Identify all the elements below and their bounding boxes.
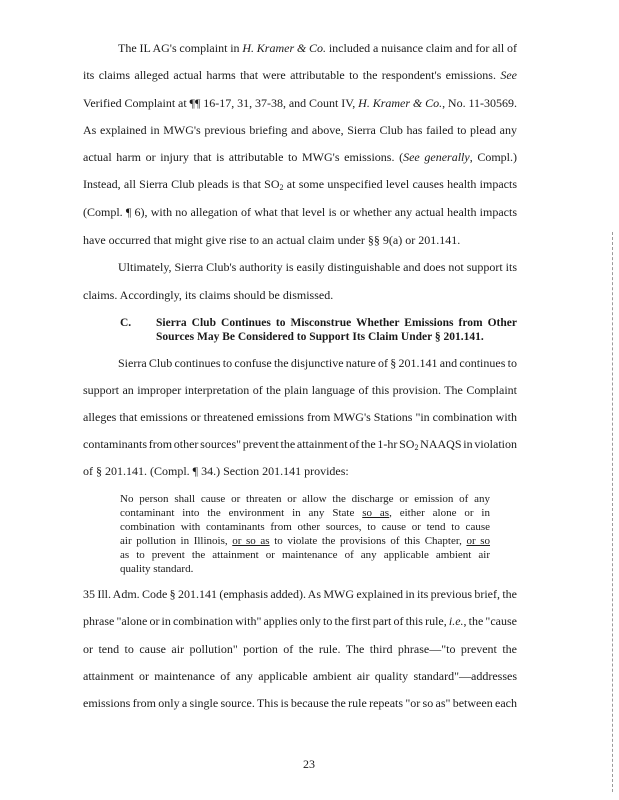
text-segment: to violate the provisions of this Chapter, [269,535,467,547]
text-segment: 35 Ill. Adm. Code § 201.141 (emphasis added). As MWG explained in its previous brief, the [83,587,517,601]
text-line [83,587,517,602]
text-segment: contaminant into the environment in any State [120,507,363,519]
text-segment: attainment or maintenance of any applicable ambient air quality standard"—addresses [83,669,517,683]
text-line [83,205,517,220]
text-segment: at some unspecified level causes health impacts [283,177,517,191]
text-line [83,614,517,629]
text-line [83,150,517,165]
block-quote-line [120,563,193,576]
text-segment: phrase "alone or in combination with" applies only to the first part of this rule, [83,614,449,628]
text-segment: emissions from only a single source. This is because the rule repeats "or so as" between each [83,696,517,710]
text-segment: The IL AG's complaint in [118,41,243,55]
text-segment: , Compl.) [469,150,518,164]
underlined-emphasis: or so as [232,535,270,547]
subscript: 2 [414,443,419,452]
text-segment: , No. 11-30569. [442,96,518,110]
text-line [83,383,517,398]
text-segment: , the "cause [463,614,517,628]
block-quote-line [120,535,490,548]
section-heading-line-1: Sierra Club Continues to Misconstrue Whether Emissions from Other [156,317,517,329]
italic-citation: H. Kramer & Co. [358,96,443,110]
text-line [83,288,333,303]
underlined-emphasis: or so [466,535,490,547]
scan-edge-marks [612,232,613,792]
text-segment: have occurred that might give rise to an actual claim under §§ 9(a) or 201.141. [83,233,461,247]
text-line [83,68,517,83]
text-line [83,464,349,479]
section-heading-line-2: Sources May Be Considered to Support Its Claim Under § 201.141. [156,331,484,343]
text-segment: Ultimately, Sierra Club's authority is easily distinguishable and does not support its [118,260,517,274]
italic-citation: See [500,68,517,82]
section-heading-letter: C. [120,317,132,329]
text-segment: support an improper interpretation of the plain language of this provision. The Complaint [83,383,517,397]
text-segment: contaminants from other sources" prevent the attainment of the 1-hr SO [83,437,415,451]
text-line [83,233,460,248]
text-segment: actual harm or injury that is attributable to MWG's emissions. ( [83,150,404,164]
italic-citation: H. Kramer & Co. [242,41,327,55]
text-line [83,410,517,425]
text-line [83,123,517,138]
text-line [83,177,517,192]
text-line [118,260,517,275]
text-segment: as to prevent the attainment or maintenance of any applicable ambient air [120,549,490,561]
block-quote-line [120,493,490,506]
block-quote-line [120,507,490,520]
text-line [118,41,517,56]
text-segment: claims. Accordingly, its claims should be dismissed. [83,288,334,302]
text-segment: air pollution in Illinois, [120,535,233,547]
italic-citation: See generally [403,150,470,164]
subscript: 2 [279,183,284,192]
block-quote-line [120,521,490,534]
text-segment: As explained in MWG's previous briefing and above, Sierra Club has failed to plead any [83,123,517,137]
text-segment: Sierra Club continues to confuse the disjunctive nature of § 201.141 and continues to [118,356,517,370]
text-segment: (Compl. ¶ 6), with no allegation of what that level is or whether any actual health impacts [83,205,517,219]
text-line [83,696,517,711]
text-line [118,356,517,371]
text-segment: Verified Complaint at ¶¶ 16-17, 31, 37-38, and Count IV, [83,96,359,110]
text-line [83,96,517,111]
text-segment: quality standard. [120,563,194,575]
text-line [83,437,517,452]
text-segment: or tend to cause air pollution" portion of the rule. The third phrase—"to prevent the [83,642,517,656]
text-segment: combination with contaminants from other sources, to cause or tend to cause [120,521,490,533]
block-quote-line [120,549,490,562]
text-segment: NAAQS in violation [418,437,517,451]
italic-citation: i.e. [448,614,464,628]
page-number: 23 [303,757,315,771]
text-segment: No person shall cause or threaten or allow the discharge or emission of any [120,493,490,505]
underlined-emphasis: so as [362,507,390,519]
text-line [83,642,517,657]
text-segment: its claims alleged actual harms that were attributable to the respondent's emissions. [83,68,501,82]
text-line [83,669,517,684]
text-segment: of § 201.141. (Compl. ¶ 34.) Section 201.141 provides: [83,464,349,478]
text-segment: alleges that emissions or threatened emissions from MWG's Stations "in combination with [83,410,517,424]
text-segment: included a nuisance claim and for all of [326,41,517,55]
text-segment: Instead, all Sierra Club pleads is that SO [83,177,280,191]
text-segment: , either alone or in [389,507,490,519]
